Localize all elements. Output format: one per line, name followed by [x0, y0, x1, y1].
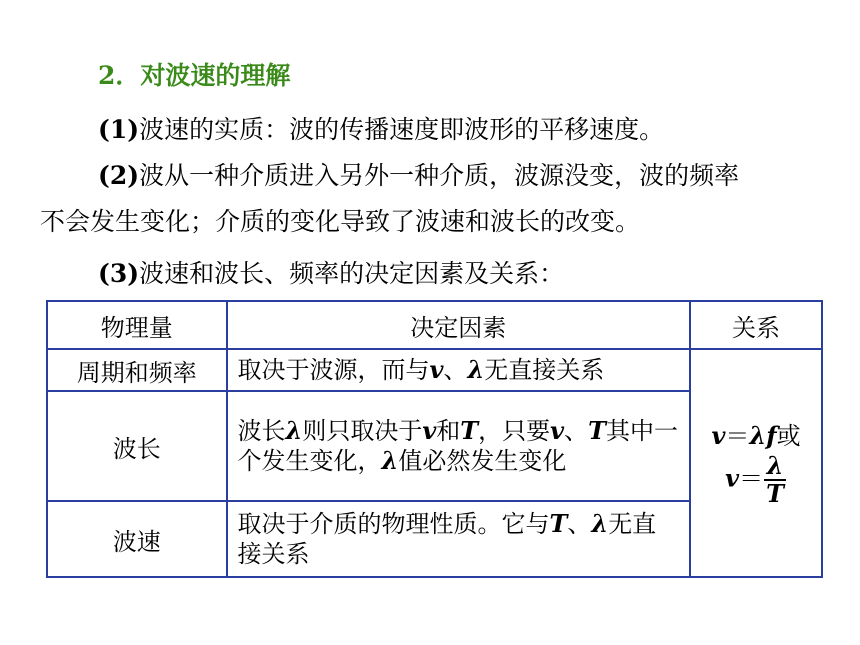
section-heading: 2．对波速的理解: [98, 61, 291, 90]
symbol-v: v: [550, 416, 565, 445]
fraction-lambda-over-T: [763, 453, 787, 507]
factor-text: 取决于介质的物理性质。它与: [237, 510, 550, 538]
or-text: 或: [776, 422, 801, 450]
factor-text: ，只要: [478, 417, 551, 445]
equals-sign: ＝: [739, 464, 764, 493]
factor-text: 、: [564, 417, 589, 445]
factor-text: 和: [436, 417, 461, 445]
fraction-denominator: T: [766, 479, 784, 508]
factor-text: 则只取决于: [302, 417, 423, 445]
paragraph-1: [98, 114, 664, 146]
paragraph-2-line-2: [40, 206, 640, 238]
paragraph-2-line-1: [98, 160, 739, 192]
factor-text: 、: [443, 356, 468, 384]
symbol-v: v: [422, 416, 437, 445]
row-period-frequency-name: 周期和频率: [47, 349, 227, 391]
factor-text: 、: [567, 510, 592, 538]
relation-formula-2: [701, 453, 811, 507]
table-header-row: [47, 301, 822, 349]
paragraph-1-number: (1): [98, 115, 140, 144]
paragraph-3: [98, 258, 564, 290]
paragraph-3-number: (3): [98, 259, 140, 288]
equals-sign: ＝: [725, 422, 750, 450]
symbol-T: T: [460, 416, 479, 445]
symbol-v: v: [711, 421, 726, 450]
row-wave-speed-factor: [227, 501, 691, 577]
factor-text: 值必然发生变化: [398, 447, 567, 475]
symbol-lambda: λ: [591, 509, 609, 538]
factor-text: 取决于波源，而与: [237, 356, 430, 384]
header-relation: 关系: [690, 301, 822, 349]
symbol-lambda: λ: [467, 355, 485, 384]
symbol-T: T: [588, 416, 606, 445]
relation-formula-1: [701, 419, 811, 453]
relation-cell: [690, 349, 822, 577]
header-factor: 决定因素: [227, 301, 691, 349]
symbol-v: v: [429, 355, 444, 384]
factor-text: 其中一个发生变化，: [237, 417, 678, 475]
row-wavelength-name: 波长: [47, 391, 227, 501]
symbol-lambda: λ: [381, 446, 399, 475]
paragraph-2-number: (2): [98, 161, 140, 190]
symbol-T: T: [549, 509, 568, 538]
fraction-numerator: λ: [764, 453, 787, 481]
row-period-frequency-factor: [227, 349, 691, 391]
paragraph-2-text-a: 波从一种介质进入另外一种介质，波源没变，波的频率: [139, 161, 740, 190]
symbol-lambda-f: λf: [749, 421, 777, 450]
header-quantity: 物理量: [47, 301, 227, 349]
wave-speed-table: [46, 300, 823, 578]
symbol-lambda: λ: [285, 416, 303, 445]
table-row: [47, 349, 822, 391]
row-wavelength-factor: [227, 391, 691, 501]
symbol-v: v: [725, 463, 740, 493]
factor-text: 波长: [237, 417, 286, 445]
factor-text: 无直接关系: [484, 356, 605, 384]
factor-text: 无直接关系: [237, 510, 657, 568]
paragraph-3-text: 波速和波长、频率的决定因素及关系：: [139, 259, 565, 288]
paragraph-2-text-b: 不会发生变化；介质的变化导致了波速和波长的改变。: [40, 207, 641, 236]
paragraph-1-text: 波速的实质：波的传播速度即波形的平移速度。: [139, 115, 665, 144]
row-wave-speed-name: 波速: [47, 501, 227, 577]
